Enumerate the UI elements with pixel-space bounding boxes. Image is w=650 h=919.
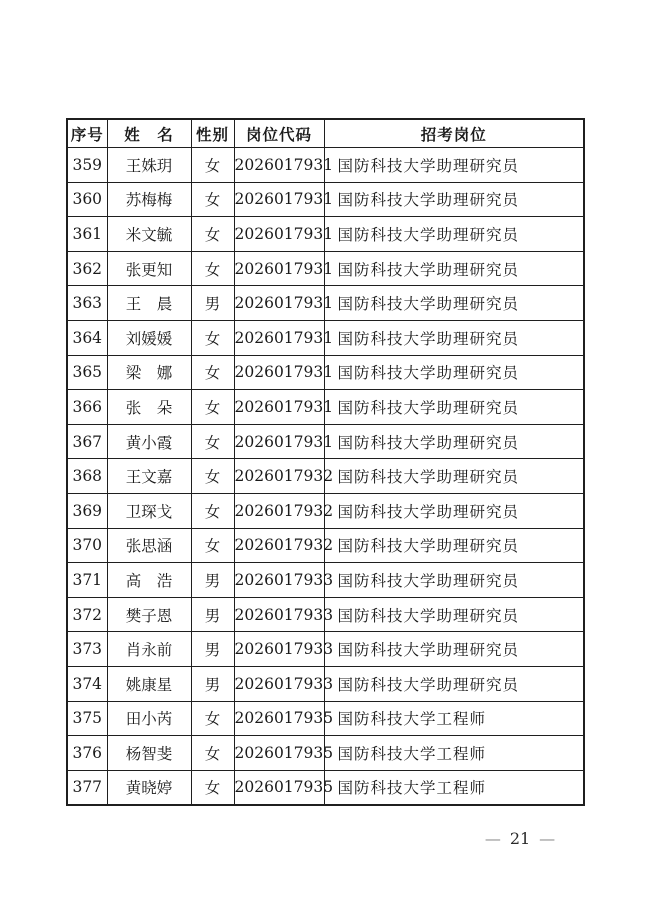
cell-position: 国防科技大学助理研究员 bbox=[324, 286, 584, 321]
cell-code: 2026017935 bbox=[234, 770, 324, 805]
cell-no: 373 bbox=[67, 632, 107, 667]
table-row bbox=[67, 320, 584, 355]
cell-gender: 女 bbox=[191, 217, 234, 252]
col-header-name: 姓 名 bbox=[107, 119, 191, 148]
cell-name: 张 朵 bbox=[107, 390, 191, 425]
cell-name: 黄晓婷 bbox=[107, 770, 191, 805]
cell-gender: 女 bbox=[191, 390, 234, 425]
cell-code: 2026017932 bbox=[234, 493, 324, 528]
table-row bbox=[67, 217, 584, 252]
cell-gender: 女 bbox=[191, 736, 234, 771]
cell-code: 2026017931 bbox=[234, 148, 324, 183]
cell-gender: 男 bbox=[191, 286, 234, 321]
cell-name: 肖永前 bbox=[107, 632, 191, 667]
table-row bbox=[67, 493, 584, 528]
cell-no: 376 bbox=[67, 736, 107, 771]
cell-no: 359 bbox=[67, 148, 107, 183]
cell-name: 王文嘉 bbox=[107, 459, 191, 494]
table-row bbox=[67, 701, 584, 736]
cell-position: 国防科技大学助理研究员 bbox=[324, 320, 584, 355]
cell-code: 2026017931 bbox=[234, 217, 324, 252]
cell-position: 国防科技大学助理研究员 bbox=[324, 182, 584, 217]
cell-code: 2026017935 bbox=[234, 736, 324, 771]
cell-code: 2026017931 bbox=[234, 355, 324, 390]
cell-position: 国防科技大学工程师 bbox=[324, 770, 584, 805]
cell-position: 国防科技大学助理研究员 bbox=[324, 493, 584, 528]
cell-gender: 女 bbox=[191, 528, 234, 563]
cell-no: 361 bbox=[67, 217, 107, 252]
cell-no: 371 bbox=[67, 563, 107, 598]
col-header-gender: 性别 bbox=[191, 119, 234, 148]
cell-position: 国防科技大学助理研究员 bbox=[324, 217, 584, 252]
cell-position: 国防科技大学助理研究员 bbox=[324, 251, 584, 286]
cell-code: 2026017931 bbox=[234, 390, 324, 425]
cell-code: 2026017932 bbox=[234, 459, 324, 494]
table-row bbox=[67, 736, 584, 771]
cell-position: 国防科技大学助理研究员 bbox=[324, 632, 584, 667]
col-header-position: 招考岗位 bbox=[324, 119, 584, 148]
table-row bbox=[67, 251, 584, 286]
col-header-no: 序号 bbox=[67, 119, 107, 148]
cell-gender: 女 bbox=[191, 493, 234, 528]
cell-gender: 男 bbox=[191, 666, 234, 701]
cell-no: 364 bbox=[67, 320, 107, 355]
table-row bbox=[67, 148, 584, 183]
cell-gender: 男 bbox=[191, 563, 234, 598]
cell-no: 377 bbox=[67, 770, 107, 805]
cell-position: 国防科技大学助理研究员 bbox=[324, 424, 584, 459]
cell-code: 2026017932 bbox=[234, 528, 324, 563]
cell-position: 国防科技大学助理研究员 bbox=[324, 563, 584, 598]
cell-name: 张思涵 bbox=[107, 528, 191, 563]
cell-code: 2026017931 bbox=[234, 320, 324, 355]
cell-no: 367 bbox=[67, 424, 107, 459]
cell-gender: 女 bbox=[191, 355, 234, 390]
cell-gender: 女 bbox=[191, 424, 234, 459]
cell-no: 370 bbox=[67, 528, 107, 563]
cell-no: 365 bbox=[67, 355, 107, 390]
footer-page-number: 21 bbox=[509, 829, 531, 848]
cell-code: 2026017931 bbox=[234, 182, 324, 217]
cell-gender: 女 bbox=[191, 251, 234, 286]
cell-position: 国防科技大学助理研究员 bbox=[324, 597, 584, 632]
recruitment-table bbox=[66, 118, 585, 806]
cell-gender: 女 bbox=[191, 148, 234, 183]
cell-no: 368 bbox=[67, 459, 107, 494]
table-body bbox=[67, 148, 584, 806]
page-number bbox=[430, 829, 610, 848]
cell-name: 王 晨 bbox=[107, 286, 191, 321]
cell-position: 国防科技大学工程师 bbox=[324, 736, 584, 771]
cell-name: 樊子恩 bbox=[107, 597, 191, 632]
cell-no: 372 bbox=[67, 597, 107, 632]
cell-gender: 男 bbox=[191, 632, 234, 667]
table-row bbox=[67, 182, 584, 217]
table-row bbox=[67, 355, 584, 390]
footer-dash-right: — bbox=[539, 829, 556, 848]
cell-no: 363 bbox=[67, 286, 107, 321]
cell-no: 374 bbox=[67, 666, 107, 701]
cell-code: 2026017935 bbox=[234, 701, 324, 736]
cell-name: 王姝玥 bbox=[107, 148, 191, 183]
cell-code: 2026017933 bbox=[234, 666, 324, 701]
cell-position: 国防科技大学助理研究员 bbox=[324, 528, 584, 563]
cell-position: 国防科技大学助理研究员 bbox=[324, 459, 584, 494]
cell-name: 米文毓 bbox=[107, 217, 191, 252]
cell-name: 姚康星 bbox=[107, 666, 191, 701]
cell-gender: 女 bbox=[191, 320, 234, 355]
cell-no: 375 bbox=[67, 701, 107, 736]
table-row bbox=[67, 390, 584, 425]
cell-gender: 男 bbox=[191, 597, 234, 632]
cell-code: 2026017933 bbox=[234, 597, 324, 632]
cell-position: 国防科技大学工程师 bbox=[324, 701, 584, 736]
cell-code: 2026017931 bbox=[234, 251, 324, 286]
cell-gender: 女 bbox=[191, 770, 234, 805]
table-row bbox=[67, 286, 584, 321]
table-row bbox=[67, 632, 584, 667]
cell-no: 366 bbox=[67, 390, 107, 425]
cell-position: 国防科技大学助理研究员 bbox=[324, 390, 584, 425]
cell-name: 梁 娜 bbox=[107, 355, 191, 390]
cell-name: 黄小霞 bbox=[107, 424, 191, 459]
cell-position: 国防科技大学助理研究员 bbox=[324, 148, 584, 183]
cell-code: 2026017931 bbox=[234, 286, 324, 321]
cell-name: 张更知 bbox=[107, 251, 191, 286]
cell-name: 杨智斐 bbox=[107, 736, 191, 771]
cell-gender: 女 bbox=[191, 182, 234, 217]
cell-name: 高 浩 bbox=[107, 563, 191, 598]
table-row bbox=[67, 563, 584, 598]
cell-name: 田小芮 bbox=[107, 701, 191, 736]
table-header-row bbox=[67, 119, 584, 148]
cell-gender: 女 bbox=[191, 459, 234, 494]
cell-code: 2026017933 bbox=[234, 632, 324, 667]
cell-no: 369 bbox=[67, 493, 107, 528]
table-row bbox=[67, 597, 584, 632]
cell-name: 刘媛媛 bbox=[107, 320, 191, 355]
cell-position: 国防科技大学助理研究员 bbox=[324, 666, 584, 701]
cell-no: 360 bbox=[67, 182, 107, 217]
cell-gender: 女 bbox=[191, 701, 234, 736]
table-row bbox=[67, 770, 584, 805]
table-row bbox=[67, 424, 584, 459]
cell-code: 2026017933 bbox=[234, 563, 324, 598]
cell-name: 卫琛戈 bbox=[107, 493, 191, 528]
table-row bbox=[67, 459, 584, 494]
cell-no: 362 bbox=[67, 251, 107, 286]
table-row bbox=[67, 666, 584, 701]
cell-name: 苏梅梅 bbox=[107, 182, 191, 217]
cell-code: 2026017931 bbox=[234, 424, 324, 459]
col-header-code: 岗位代码 bbox=[234, 119, 324, 148]
table-row bbox=[67, 528, 584, 563]
cell-position: 国防科技大学助理研究员 bbox=[324, 355, 584, 390]
footer-dash-left: — bbox=[484, 829, 501, 848]
